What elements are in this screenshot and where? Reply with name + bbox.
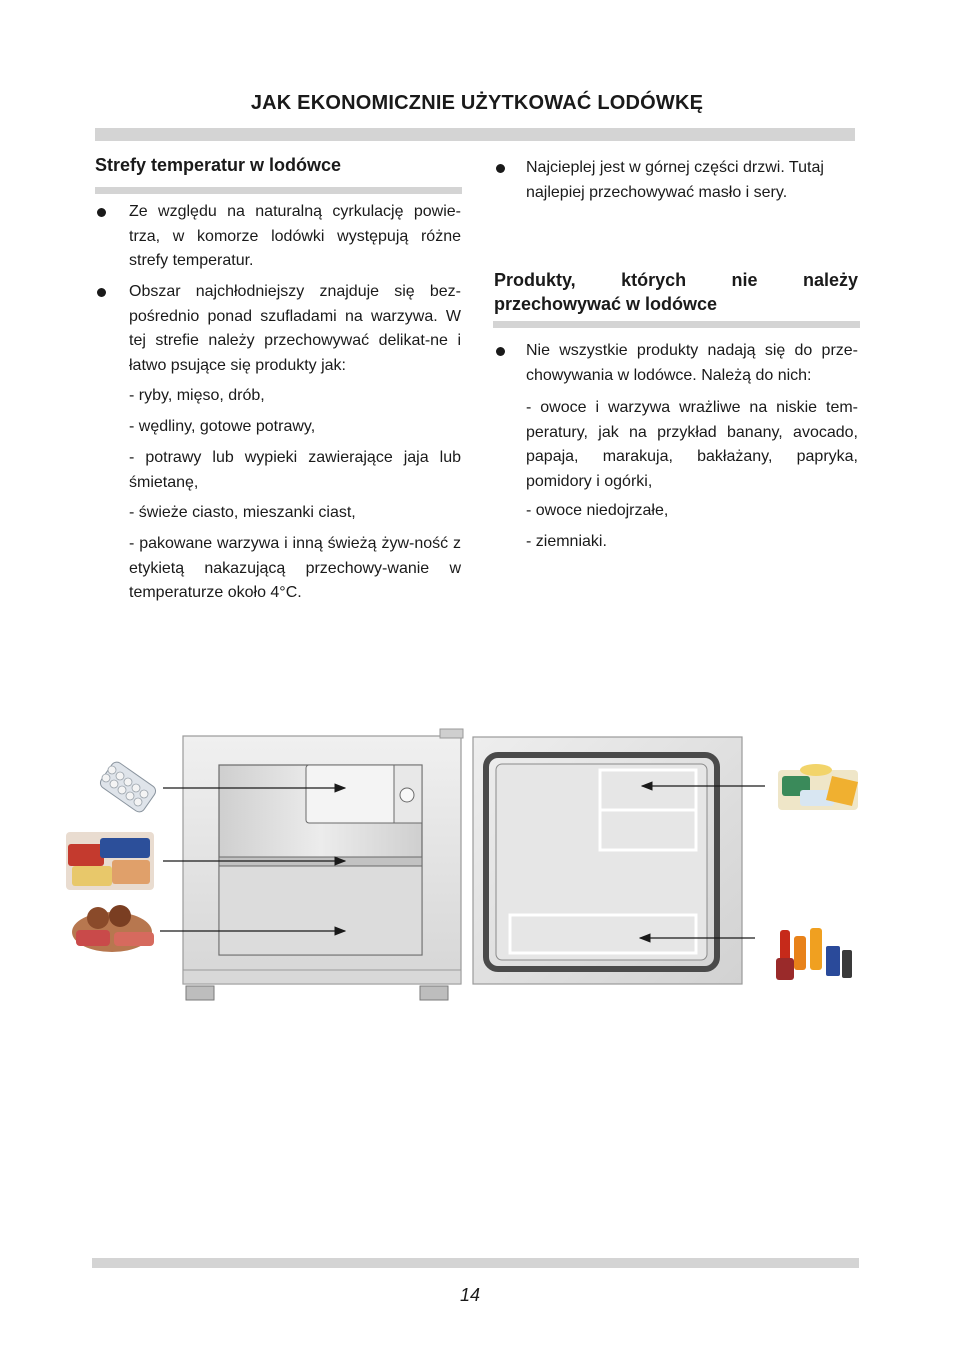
- right-bullet: Nie wszystkie produkty nadają się do prze-chowywania w lodówce. Należą do nich:: [526, 342, 858, 384]
- list-item: - pakowane warzywa i inną świeżą żyw-ność z etykietą nakazującą przechowy-wanie w temperaturze około 4°C.: [129, 535, 461, 601]
- list-item: - świeże ciasto, mieszanki ciast,: [129, 504, 356, 521]
- bottles-jars-icon: [776, 928, 852, 980]
- section-rule-left: [95, 187, 462, 194]
- section-heading-temperature-zones: Strefy temperatur w lodówce: [95, 155, 342, 175]
- section-rule-right: [493, 321, 860, 328]
- right-bullet-top: Najcieplej jest w górnej części drzwi. Tutaj najlepiej przechowywać masło i sery.: [526, 159, 824, 201]
- list-item: - owoce niedojrzałe,: [526, 502, 669, 519]
- packaged-food-icon: [66, 832, 154, 890]
- butter-cheese-icon: [778, 764, 858, 810]
- list-item: - ryby, mięso, drób,: [129, 387, 265, 404]
- list-item: - owoce i warzywa wrażliwe na niskie tem-peratury, jak na przykład banany, avocado, papaja, marakuja, bakłażany, papryka, pomidory i ogórki,: [526, 399, 858, 490]
- bullet-dot: [97, 208, 106, 217]
- page-title: JAK EKONOMICZNIE UŻYTKOWAĆ LODÓWKĘ: [250, 92, 704, 114]
- list-item: - potrawy lub wypieki zawierające jaja lub śmietanę,: [129, 449, 461, 491]
- meat-icon: [72, 905, 154, 952]
- title-rule: [95, 128, 855, 141]
- page-number: 14: [459, 1285, 481, 1305]
- list-item: - wędliny, gotowe potrawy,: [129, 418, 316, 435]
- footer-rule: [92, 1258, 859, 1268]
- bullet-dot: [97, 288, 106, 297]
- bullet-dot: [496, 347, 505, 356]
- fridge-body: [183, 729, 463, 1000]
- bullet-dot: [496, 164, 505, 173]
- section-heading-products-not-for-fridge: Produkty, których nie należy przechowywać w lodówce: [494, 270, 858, 314]
- fridge-illustration: [0, 700, 954, 1020]
- left-bullet-2: Obszar najchłodniejszy znajduje się bez-pośrednio ponad szufladami na warzywa. W tej strefie należy przechowywać delikat-ne i łatwo psujące się produkty jak:: [129, 283, 461, 374]
- left-bullet-1: Ze względu na naturalną cyrkulację powie-trza, w komorze lodówki występują różne strefy temperatur.: [129, 203, 461, 269]
- eggs-icon: [98, 760, 158, 814]
- list-item: - ziemniaki.: [526, 533, 607, 550]
- fridge-door: [473, 737, 742, 984]
